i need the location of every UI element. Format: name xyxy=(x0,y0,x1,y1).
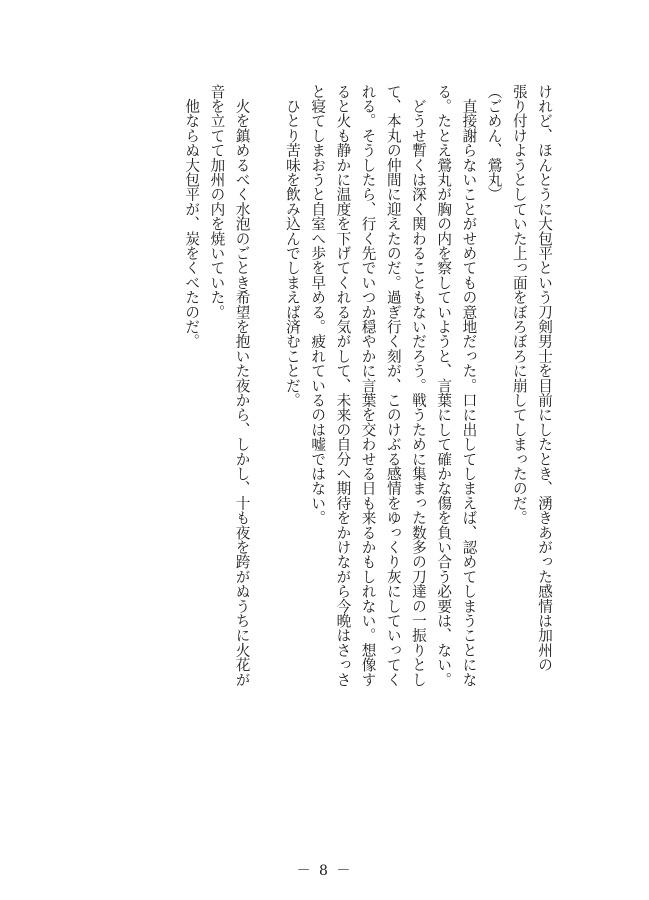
vertical-text-body xyxy=(179,84,557,822)
text-line: ひとり苦味を飲み込んでしまえば済むことだ。 xyxy=(283,84,301,408)
text-line: けれど、ほんとうに大包平という刀剣男士を目前にしたとき、湧きあがった感情は加州の xyxy=(536,84,553,672)
text-line: ると火も静かに温度を下げてくれる気がして、未来の自分へ期待をかけながら今晩はさっさ xyxy=(334,84,352,687)
page-number: － 8 － xyxy=(296,863,353,879)
text-line: 張り付けようとしていた上っ面をぼろぼろに崩してしまったのだ。 xyxy=(510,84,528,525)
text-line: 音を立てて加州の内を焼いていた。 xyxy=(208,84,226,320)
text-line: て、本丸の仲間に迎えたのだ。過ぎ行く刻が、このけぶる感情をゆっくり灰にしていってく xyxy=(384,84,402,687)
text-line: れる。そうしたら、行く先でいつか穏やかに言葉を交わせる日も来るかもしれない。想像す xyxy=(359,84,377,687)
text-line: 直接謝らないことがせめてもの意地だった。口に出してしまえば、認めてしまうことにな xyxy=(460,84,478,687)
text-line: と寝てしまおうと自室へ歩を早める。疲れているのは嘘ではない。 xyxy=(309,84,327,525)
text-line: る。たとえ鶯丸が胸の内を察していようと、言葉にして確かな傷を負い合う必要は、ない。 xyxy=(435,84,453,687)
text-line: （ごめん、鶯丸） xyxy=(485,84,503,202)
text-line: どうせ暫くは深く関わることもないだろう。戦うために集まった数多の刀達の一振りとし xyxy=(409,84,427,687)
text-line: 火を鎮めるべく水泡のごとき希望を抱いた夜から、しかし、十も夜を跨がぬうちに火花が xyxy=(233,84,251,687)
blank-line xyxy=(255,84,280,822)
text-line: 他ならぬ大包平が、炭をくべたのだ。 xyxy=(183,84,201,349)
